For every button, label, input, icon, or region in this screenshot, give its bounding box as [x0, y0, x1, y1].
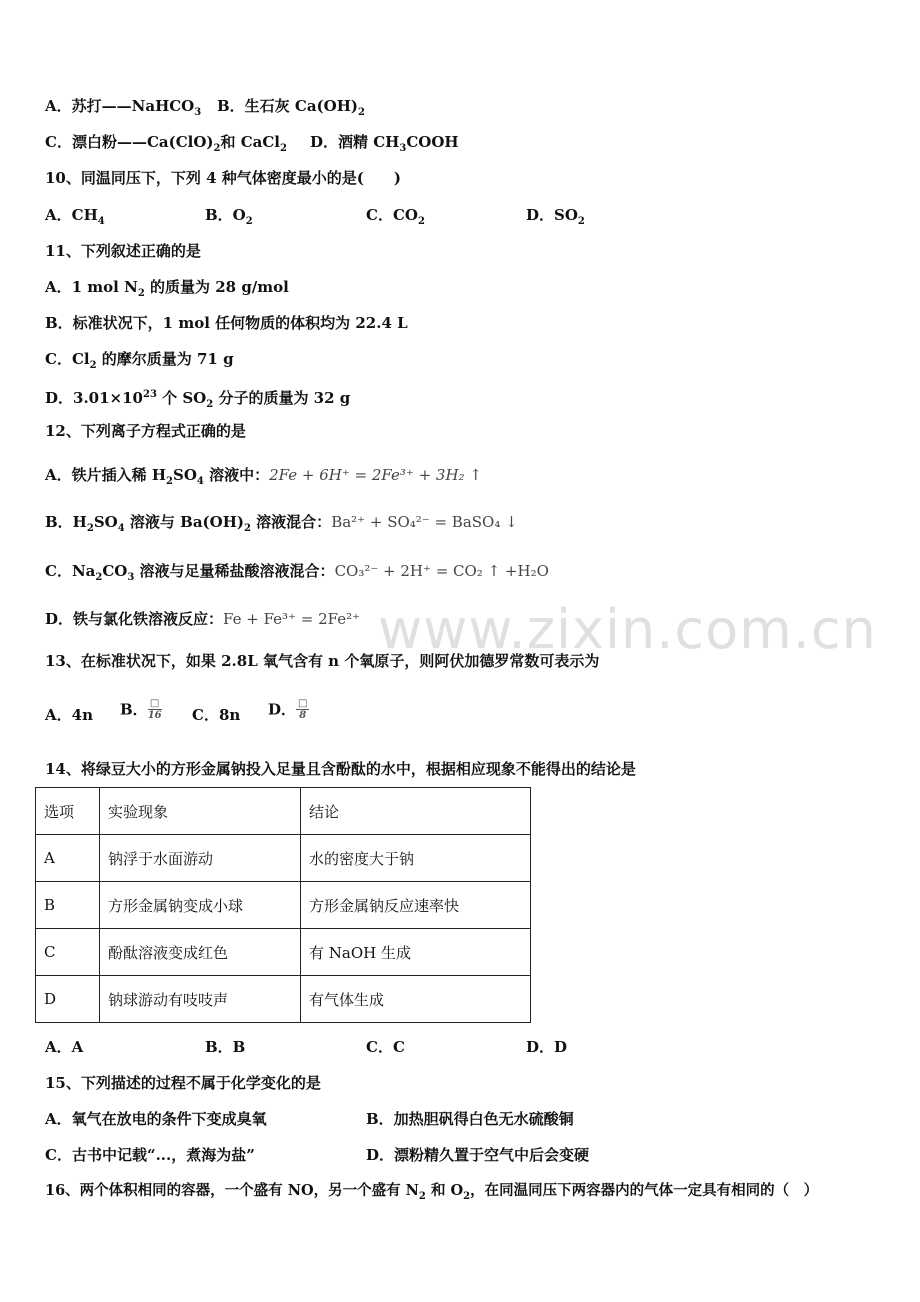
table-cell: 有 NaOH 生成: [301, 929, 531, 976]
q14-option-c: C．C: [366, 1038, 405, 1056]
q12-stem: 12、下列离子方程式正确的是: [45, 422, 246, 440]
q12-equation-c: CO₃²⁻ + 2H⁺ = CO₂ ↑ +H₂O: [334, 562, 549, 580]
table-cell: 方形金属钠变成小球: [100, 882, 301, 929]
table-row: [36, 882, 531, 929]
table-cell: 方形金属钠反应速率快: [301, 882, 531, 929]
q14-stem: 14、将绿豆大小的方形金属钠投入足量且含酚酞的水中，根据相应现象不能得出的结论是: [45, 760, 636, 778]
q11-stem: 11、下列叙述正确的是: [45, 242, 201, 260]
q15-option-c: C．古书中记载“...，煮海为盐”: [45, 1146, 255, 1164]
q13-option-a: A．4n: [45, 706, 93, 724]
table-row: [36, 835, 531, 882]
q11-option-c: C．$Cl_2$ 的摩尔质量为 71 g: [45, 350, 234, 371]
q12-equation-b: Ba²⁺ + SO₄²⁻ = BaSO₄ ↓: [331, 513, 518, 531]
q9-option-b: B．生石灰 $Ca(OH)_2$: [217, 97, 365, 118]
watermark: www.zixin.com.cn: [378, 598, 877, 661]
table-cell: 水的密度大于钠: [301, 835, 531, 882]
q15-option-a: A．氧气在放电的条件下变成臭氧: [45, 1110, 267, 1128]
q13-option-c: C．8n: [192, 706, 241, 724]
q11-option-a: A．1 mol $N_2$ 的质量为 28 g/mol: [45, 278, 289, 299]
q14-option-d: D．D: [526, 1038, 568, 1056]
q12-option-a: A．铁片插入稀 $H_2SO_4$ 溶液中：2Fe + 6H⁺ = 2Fe³⁺ + 3H₂ ↑: [45, 466, 482, 487]
q15-option-d: D．漂粉精久置于空气中后会变硬: [366, 1146, 590, 1164]
q10-stem: 10、同温同压下，下列 4 种气体密度最小的是( ): [45, 169, 401, 187]
q14-option-a: A．A: [45, 1038, 84, 1056]
table-header-cell: 实验现象: [100, 788, 301, 835]
q12-option-d: D．铁与氯化铁溶液反应：Fe + Fe³⁺ = 2Fe²⁺: [45, 610, 361, 628]
q10-option-a: A．$CH_4$: [45, 206, 105, 227]
q10-option-c: C．$CO_2$: [366, 206, 425, 227]
table-header-row: [36, 788, 531, 835]
table-cell: 酚酞溶液变成红色: [100, 929, 301, 976]
q13-stem: 13、在标准状况下，如果 2.8L 氧气含有 n 个氧原子，则阿伏加德罗常数可表示为: [45, 652, 600, 670]
q11-option-d: D．$3.01\times 10^{23}$ 个 $SO_2$ 分子的质量为 32 g: [45, 389, 351, 410]
table-cell: A: [36, 835, 100, 882]
table-row: [36, 929, 531, 976]
table-row: [36, 976, 531, 1023]
q13-option-b: B． $\frac{□}{16}$: [120, 698, 162, 721]
table-cell: 钠球游动有吱吱声: [100, 976, 301, 1023]
q13-fraction-d: $\frac{□}{8}$: [298, 698, 308, 721]
table-cell: 钠浮于水面游动: [100, 835, 301, 882]
q10-option-d: D．$SO_2$: [526, 206, 585, 227]
table-header-cell: 选项: [36, 788, 100, 835]
q13-option-d: D． $\frac{□}{8}$: [268, 698, 308, 721]
q12-equation-d: Fe + Fe³⁺ = 2Fe²⁺: [223, 610, 361, 628]
q14-table: [35, 787, 531, 1023]
q12-option-b: B．$H_2SO_4$ 溶液与 $Ba(OH)_2$ 溶液混合：Ba²⁺ + SO₄²⁻ = BaSO₄ ↓: [45, 513, 518, 534]
table-cell: D: [36, 976, 100, 1023]
q13-fraction-b: $\frac{□}{16}$: [147, 698, 162, 721]
q11-option-b: B．标准状况下，1 mol 任何物质的体积均为 22.4 L: [45, 314, 408, 332]
q15-stem: 15、下列描述的过程不属于化学变化的是: [45, 1074, 321, 1092]
q9-option-d: D．酒精 $CH_3COOH$: [310, 133, 459, 154]
q16-stem: 16、两个体积相同的容器，一个盛有 NO，另一个盛有 $N_2$ 和 $O_2$，在同温同压下两容器内的气体一定具有相同的（ ）: [45, 1182, 819, 1202]
table-cell: C: [36, 929, 100, 976]
table-cell: B: [36, 882, 100, 929]
q12-option-c: C．$Na_2CO_3$ 溶液与足量稀盐酸溶液混合：CO₃²⁻ + 2H⁺ = CO₂ ↑ +H₂O: [45, 562, 549, 583]
table-cell: 有气体生成: [301, 976, 531, 1023]
q10-option-b: B．$O_2$: [205, 206, 253, 227]
q9-option-c: C．漂白粉$——Ca(ClO)_2$和 CaCl$_2$: [45, 133, 287, 154]
q14-option-b: B．B: [205, 1038, 246, 1056]
q12-equation-a: 2Fe + 6H⁺ = 2Fe³⁺ + 3H₂ ↑: [269, 466, 482, 484]
q15-option-b: B．加热胆矾得白色无水硫酸铜: [366, 1110, 574, 1128]
table-header-cell: 结论: [301, 788, 531, 835]
q9-option-a: A．苏打——NaHCO$_3$: [45, 97, 202, 118]
